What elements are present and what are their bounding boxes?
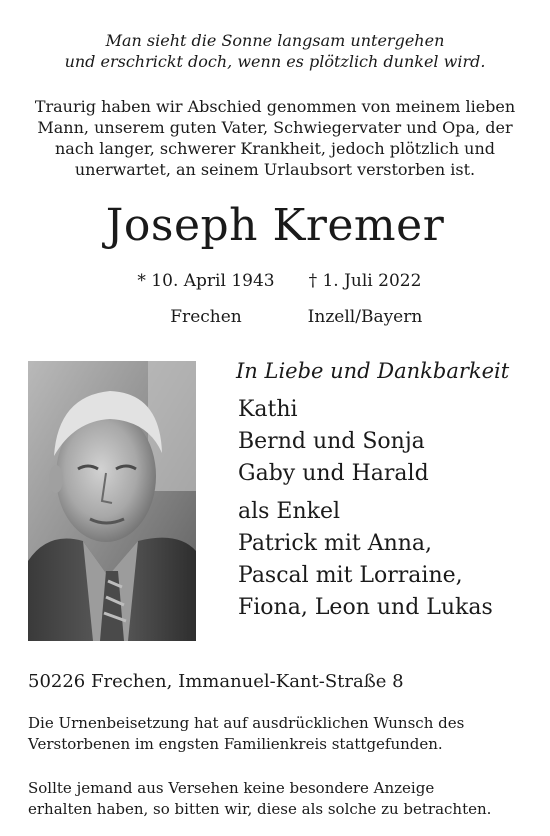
motto-quote: [0, 30, 550, 72]
grandchild: Pascal mit Lorraine,: [238, 563, 463, 588]
intro-line: unerwartet, an seinem Urlaubsort verstorben ist.: [74, 160, 476, 179]
no-invitation-notice: [28, 778, 528, 820]
family-member: Kathi: [238, 397, 298, 422]
deceased-name: Joseph Kremer: [105, 200, 445, 251]
family-member: Gaby und Harald: [238, 461, 429, 486]
birth-place: Frechen: [170, 307, 242, 327]
death-place: Inzell/Bayern: [307, 307, 423, 327]
birth-date: * 10. April 1943: [137, 271, 275, 291]
intro-line: Traurig haben wir Abschied genommen von meinem lieben: [34, 97, 516, 116]
intro-line: Mann, unserem guten Vater, Schwiegervater und Opa, der: [37, 118, 513, 137]
grandchild: Fiona, Leon und Lukas: [238, 595, 493, 620]
portrait-photo: [28, 361, 196, 641]
notice-line: Die Urnenbeisetzung hat auf ausdrücklichen Wunsch des: [28, 714, 465, 732]
intro-text: [0, 96, 550, 180]
death-info: [290, 270, 440, 342]
motto-line: Man sieht die Sonne langsam untergehen: [105, 31, 445, 50]
family-member: Bernd und Sonja: [238, 429, 425, 454]
grandchild: Patrick mit Anna,: [238, 531, 433, 556]
notice-line: Verstorbenen im engsten Familienkreis stattgefunden.: [28, 735, 443, 753]
death-date: † 1. Juli 2022: [308, 271, 422, 291]
family-heading: In Liebe und Dankbarkeit: [236, 359, 510, 383]
birth-info: [108, 270, 304, 342]
family-address: 50226 Frechen, Immanuel-Kant-Straße 8: [28, 671, 404, 692]
intro-line: nach langer, schwerer Krankheit, jedoch plötzlich und: [55, 139, 495, 158]
notice-line: erhalten haben, so bitten wir, diese als solche zu betrachten.: [28, 800, 492, 818]
burial-notice: [28, 713, 528, 755]
motto-line: und erschrickt doch, wenn es plötzlich dunkel wird.: [64, 52, 486, 71]
family-list: [238, 356, 538, 624]
grandchildren-label: als Enkel: [238, 499, 341, 524]
notice-line: Sollte jemand aus Versehen keine besondere Anzeige: [28, 779, 435, 797]
